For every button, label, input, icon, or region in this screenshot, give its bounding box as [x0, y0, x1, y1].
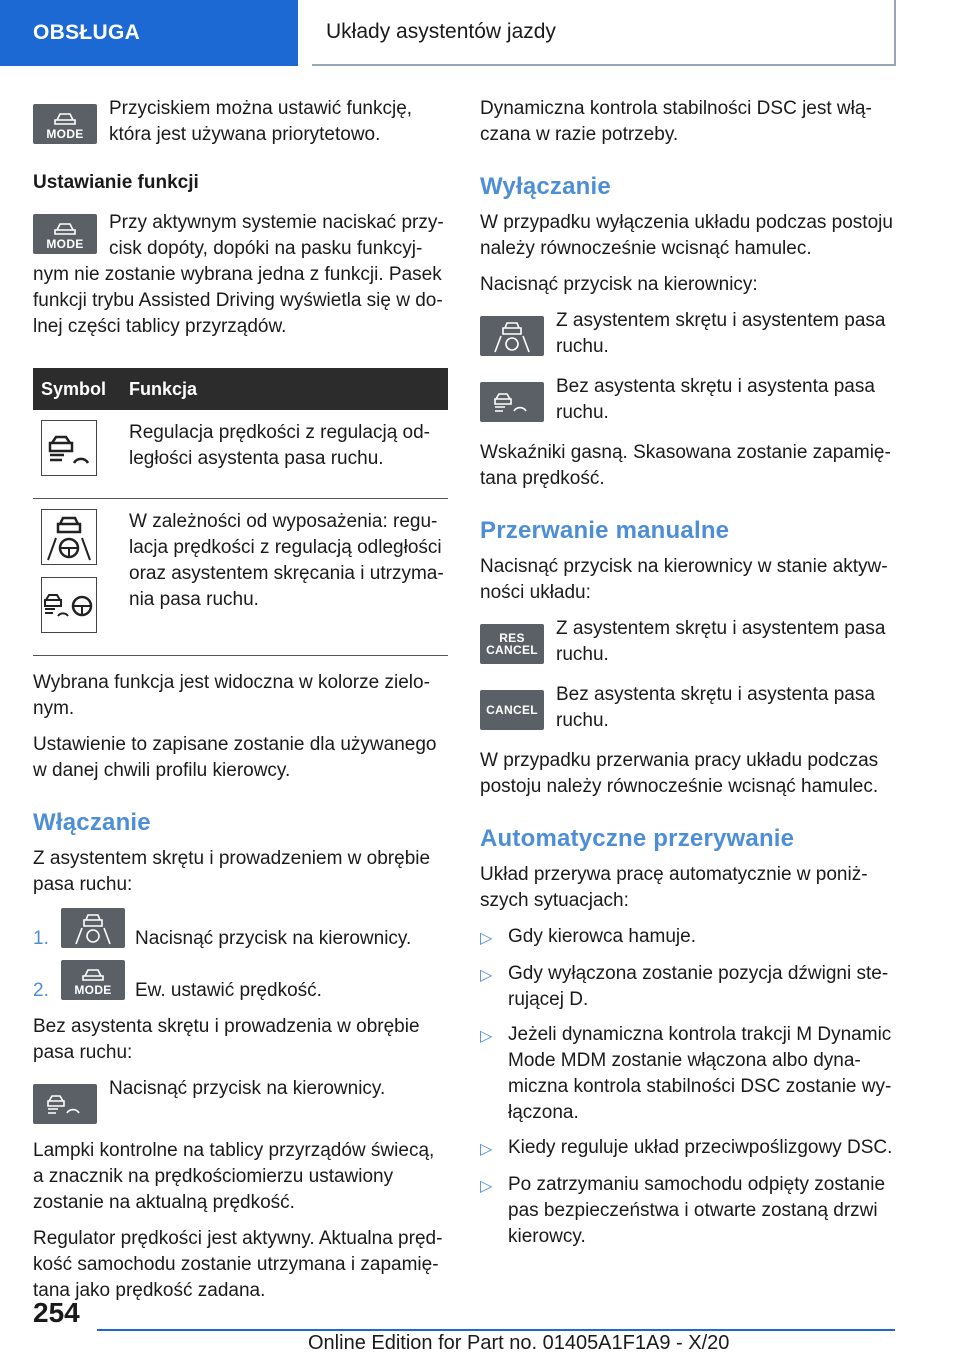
- list-item: ▷ Gdy kierowca hamuje.: [480, 924, 895, 952]
- lamps-text: Lampki kontrolne na tablicy przyrządów świecą, a znacznik na prędkościomierzu ustawiony zostanie na aktualną prędkość.: [33, 1140, 435, 1213]
- steering-assist-button-icon: [480, 316, 544, 356]
- auto-heading: Automatyczne przerywanie: [480, 825, 795, 852]
- auto-text: Układ przerywa pracę automatycznie w poniższych sytuacjach:: [480, 864, 868, 911]
- cruise-button-icon: [480, 382, 544, 422]
- manual-with-text: Z asystentem skrętu i asystentem pasa ruchu.: [556, 618, 886, 665]
- footer-edition: Online Edition for Part no. 01405A1F1A9 - X/20: [308, 1332, 730, 1354]
- table-header-symbol: Symbol: [33, 368, 121, 410]
- off-with-row: [480, 308, 895, 360]
- list-item: ▷ Kiedy reguluje układ przeciwpoślizgowy DSC.: [480, 1135, 895, 1163]
- manual-without-text: Bez asystenta skrętu i asystenta pasa ruchu.: [556, 684, 875, 731]
- manual-with-row: [480, 616, 895, 668]
- setting-heading: Ustawianie funkcji: [33, 172, 199, 193]
- left-column: [33, 96, 448, 1314]
- manual-without-row: [480, 682, 895, 734]
- cancel-button-icon: [480, 690, 544, 730]
- cruise-button-icon: [33, 1084, 97, 1124]
- page-title: Układy asystentów jazdy: [312, 0, 896, 66]
- list-item: ▷ Po zatrzymaniu samochodu odpięty zostanie pas bezpieczeństwa i otwarte zostaną drzwi kierowcy.: [480, 1172, 895, 1250]
- function-table: [33, 368, 448, 656]
- manual-brake: W przypadku przerwania pracy układu podczas postoju należy równocześnie wcisnąć hamulec.: [480, 750, 879, 797]
- list-item: [33, 960, 448, 1004]
- on-without-text: Bez asystenta skrętu i prowadzenia w obrębie pasa ruchu:: [33, 1016, 420, 1063]
- steering-distance-symbol-icon: [41, 577, 97, 633]
- bullet-triangle-icon: ▷: [480, 967, 493, 984]
- list-item: [33, 908, 448, 952]
- table-header-function: Funkcja: [121, 368, 448, 410]
- page-number: 254: [33, 1297, 80, 1328]
- off-with-text: Z asystentem skrętu i asystentem pasa ruchu.: [556, 310, 886, 357]
- setting-block: [33, 210, 448, 350]
- mode-button-icon: MODE: [33, 214, 97, 254]
- press-row: [33, 1076, 448, 1124]
- off-heading: Wyłączanie: [480, 173, 611, 200]
- step-number: 1.: [33, 928, 49, 949]
- dsc-text: Dynamiczna kontrola stabilności DSC jest włączana w razie potrzeby.: [480, 98, 872, 145]
- cancel-label: CANCEL: [486, 703, 538, 717]
- saved-note: Ustawienie to zapisane zostanie dla używanego w danej chwili profilu kierowcy.: [33, 734, 437, 781]
- selected-note: Wybrana funkcja jest widoczna w kolorze zielonym.: [33, 672, 430, 719]
- off-result: Wskaźniki gasną. Skasowana zostanie zapamiętana prędkość.: [480, 442, 891, 489]
- press-text: Nacisnąć przycisk na kierownicy.: [109, 1078, 386, 1099]
- off-text: W przypadku wyłączenia układu podczas postoju należy równocześnie wcisnąć hamulec.: [480, 212, 893, 259]
- mode-intro-text: Przyciskiem można ustawić funkcję, która jest używana priorytetowo.: [109, 98, 413, 145]
- on-heading: Włączanie: [33, 809, 151, 836]
- manual-text: Nacisnąć przycisk na kierownicy w stanie aktywności układu:: [480, 556, 888, 603]
- footer-divider: [97, 1329, 895, 1331]
- list-item: ▷ Gdy wyłączona zostanie pozycja dźwigni sterującej D.: [480, 961, 895, 1013]
- step-text: Ew. ustawić prędkość.: [135, 980, 322, 1001]
- setting-text: Przy aktywnym systemie naciskać przycisk dopóty, dopóki na pasku funkcyjnym nie zostanie wybrana jedna z funkcji. Pasek funkcji trybu Assisted Driving wyświetla się w dolnej części tablicy przyrządów.: [33, 212, 444, 337]
- res-label: RES: [499, 631, 525, 645]
- cancel-label: CANCEL: [486, 643, 538, 657]
- table-row: [33, 499, 448, 656]
- bullet-triangle-icon: ▷: [480, 930, 493, 947]
- off-without-row: [480, 374, 895, 426]
- table-row: [33, 410, 448, 499]
- mode-intro: [33, 96, 448, 148]
- steering-assist-button-icon: [61, 908, 125, 948]
- mode-button-icon: MODE: [61, 960, 125, 1000]
- off-without-text: Bez asystenta skrętu i asystenta pasa ruchu.: [556, 376, 875, 423]
- off-press: Nacisnąć przycisk na kierownicy:: [480, 274, 758, 295]
- bullet-triangle-icon: ▷: [480, 1141, 493, 1158]
- steering-lane-assist-symbol-icon: [41, 509, 97, 565]
- auto-bullet-list: [480, 924, 895, 1250]
- table-cell: W zależności od wyposażenia: regulacja prędkości z regulacją odległości oraz asystentem skręcania i utrzymania pasa ruchu.: [121, 499, 448, 656]
- bullet-triangle-icon: ▷: [480, 1178, 493, 1195]
- table-cell: Regulacja prędkości z regulacją odległości asystenta pasa ruchu.: [121, 410, 448, 499]
- bullet-triangle-icon: ▷: [480, 1028, 493, 1045]
- section-tab: OBSŁUGA: [0, 0, 298, 66]
- cruise-distance-symbol-icon: [41, 420, 97, 476]
- active-text: Regulator prędkości jest aktywny. Aktualna prędkość samochodu zostanie utrzymana i zapamiętana jako prędkość zadana.: [33, 1228, 443, 1301]
- list-item: ▷ Jeżeli dynamiczna kontrola trakcji M Dynamic Mode MDM zostanie włączona albo dynamiczna kontrola stabilności DSC zostanie wyłączona.: [480, 1022, 895, 1126]
- on-steps-list: [33, 908, 448, 1004]
- step-number: 2.: [33, 980, 49, 1001]
- right-column: [480, 96, 895, 1259]
- mode-button-icon: MODE: [33, 104, 97, 144]
- manual-heading: Przerwanie manualne: [480, 517, 730, 544]
- on-with-text: Z asystentem skrętu i prowadzeniem w obrębie pasa ruchu:: [33, 848, 431, 895]
- res-cancel-button-icon: [480, 624, 544, 664]
- step-text: Nacisnąć przycisk na kierownicy.: [135, 928, 412, 949]
